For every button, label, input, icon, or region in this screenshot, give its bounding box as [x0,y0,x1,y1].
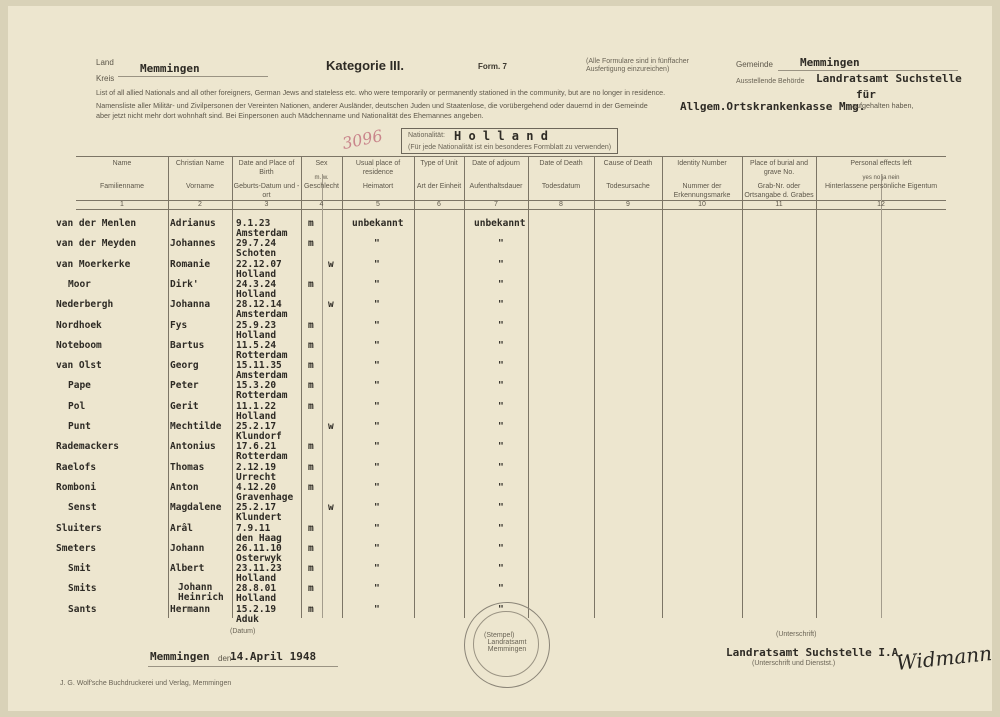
row-first-name: Bartus [170,340,205,351]
column-header-en: Usual place of residence [355,160,401,176]
behoerde-value-2: für [856,88,876,101]
intro-line-3: aber jetzt nicht mehr dort wohnhaft sind. Bei Einpersonen auch Mädchenname und Nationalität des Ehemannes angeben. [96,111,484,120]
datum-label: (Datum) [230,628,256,635]
row-first-name: Gerit [170,401,199,412]
behoerde-value-3: Allgem.Ortskrankenkasse Mmg. [680,100,866,113]
effects-subdivider [881,174,882,618]
row-birth-place: Rotterdam [236,390,288,401]
row-first-name: Johann [170,543,205,554]
row-sex: m [308,604,314,615]
column-number: 10 [698,201,706,208]
row-family-name: Punt [68,421,91,432]
row-birth-date: 28.8.01 [236,583,277,594]
row-birth-place: Klundert [236,512,282,523]
column-divider [301,156,302,618]
row-stay-duration: " [498,421,504,432]
column-header-en: Place of burial and grave No. [750,160,808,176]
row-birth-date: 2.12.19 [236,462,277,473]
handwritten-signature: Widmann [895,641,994,675]
row-first-name: Dirk' [170,279,199,290]
column-header-en: Christian Name [175,160,225,167]
row-first-name: Albert [170,563,205,574]
row-sex: m [308,238,314,249]
row-first-name: Johanna [170,299,211,310]
row-residence: " [374,238,380,249]
row-sex: m [308,441,314,452]
row-birth-place: Urrecht [236,472,277,483]
row-sex: m [308,360,314,371]
land-label: Land [96,58,114,67]
column-number: 11 [775,201,783,208]
row-sex: m [308,320,314,331]
nationality-label: Nationalität: [408,132,445,139]
row-first-name: Antonius [170,441,216,452]
row-first-name: Anton [170,482,199,493]
column-header-en: Date and Place of Birth [238,160,295,176]
row-sex: w [328,299,334,310]
row-residence: " [374,259,380,270]
row-sex: m [308,543,314,554]
row-family-name: Noteboom [56,340,102,351]
row-birth-place: Amsterdam [236,228,288,239]
row-family-name: Pape [68,380,91,391]
printer-imprint: J. G. Wolf'sche Buchdruckerei und Verlag, Memmingen [60,680,232,687]
row-birth-date: 24.3.24 [236,279,277,290]
column-number: 12 [877,201,885,208]
row-sex: m [308,218,314,229]
row-residence: " [374,604,380,615]
row-birth-place: Holland [236,289,277,300]
row-first-name: Mechtilde [170,421,222,432]
column-divider [662,156,663,618]
column-number: 2 [198,201,202,208]
behoerde-value-1: Landratsamt Suchstelle [816,72,962,85]
column-number: 5 [376,201,380,208]
row-birth-place: Klundorf [236,431,282,442]
row-residence: " [374,482,380,493]
form-title: Kategorie III. [326,58,405,73]
column-header-en: Cause of Death [603,160,653,167]
row-birth-date: 25.9.23 [236,320,277,331]
row-birth-date: 15.2.19 [236,604,277,615]
row-sex: w [328,502,334,513]
row-sex: m [308,523,314,534]
row-birth-date: 25.2.17 [236,421,277,432]
column-divider [168,156,169,618]
row-family-name: van der Meyden [56,238,137,249]
row-birth-place: Holland [236,330,277,341]
column-header-en: Name [112,160,132,167]
column-subheader: yes no ja nein [862,175,900,181]
row-residence: " [374,462,380,473]
column-header-de: Heimatort [362,183,394,190]
footer-place: Memmingen [150,650,210,663]
row-first-name: Romanie [170,259,211,270]
kreis-label: Kreis [96,74,115,83]
row-birth-date: 26.11.10 [236,543,282,554]
row-residence: " [374,279,380,290]
row-family-name: van Olst [56,360,102,371]
kreis-value: Memmingen [140,62,200,75]
row-first-name: Arâl [170,523,193,534]
column-header-de: Geburts-Datum und -ort [233,183,300,199]
row-stay-duration: " [498,441,504,452]
row-first-name: Johannes [170,238,216,249]
row-residence: " [374,340,380,351]
column-header-de: Grab-Nr. oder Ortsangabe d. Grabes [744,183,814,199]
row-family-name: Moor [68,279,91,290]
submission-note: (Alle Formulare sind in fünffacher Ausfertigung einzureichen) [586,58,689,73]
row-sex: m [308,462,314,473]
row-family-name: van der Menlen [56,218,137,229]
row-sex: m [308,279,314,290]
row-stay-duration: " [498,360,504,371]
row-birth-date: 7.9.11 [236,523,271,534]
column-number: 3 [264,201,269,208]
intro-line-2-tail: aufgehalten haben, [852,101,914,110]
row-stay-duration: " [498,502,504,513]
row-stay-duration: " [498,462,504,473]
column-header-en: Identity Number [677,160,727,167]
row-birth-place: Holland [236,573,277,584]
row-first-name: Georg [170,360,199,371]
row-sex: m [308,340,314,351]
row-family-name: Senst [68,502,97,513]
row-birth-date: 23.11.23 [236,563,282,574]
column-number: 4 [319,201,324,208]
row-residence: " [374,360,380,371]
row-family-name: Sluiters [56,523,102,534]
row-birth-date: 25.2.17 [236,502,277,513]
row-stay-duration: " [498,604,504,615]
row-birth-place: Osterwyk [236,553,282,564]
form-number: Form. 7 [478,62,507,71]
row-birth-date: 17.6.21 [236,441,277,452]
gemeinde-label: Gemeinde [736,60,773,69]
sex-subdivider [322,174,323,618]
column-header-en: Personal effects left [850,160,912,167]
column-divider [232,156,233,618]
row-residence: " [374,380,380,391]
row-sex: m [308,401,314,412]
row-birth-place: Gravenhage [236,492,294,503]
column-header-de: Todesursache [606,183,650,190]
column-number: 9 [626,201,630,208]
row-sex: w [328,259,334,270]
column-divider [742,156,743,618]
footer-den: den [218,654,232,663]
row-stay-duration: " [498,320,504,331]
stamp-text: Landratsamt Memmingen [487,639,527,653]
row-stay-duration: " [498,563,504,574]
row-family-name: Rademackers [56,441,119,452]
row-birth-date: 15.3.20 [236,380,277,391]
row-sex: m [308,380,314,391]
stempel-label: (Stempel) [484,632,515,639]
row-birth-date: 11.5.24 [236,340,277,351]
row-sex: w [328,421,334,432]
row-family-name: van Moerkerke [56,259,131,270]
authority-label: (Unterschrift und Dienstst.) [752,660,836,667]
column-divider [342,156,343,618]
row-stay-duration: " [498,380,504,391]
column-header-de: Art der Einheit [416,183,462,190]
column-header-de: Aufenthaltsdauer [469,183,523,190]
column-number: 7 [494,201,498,208]
row-residence: " [374,421,380,432]
row-family-name: Raelofs [56,462,97,473]
row-family-name: Romboni [56,482,97,493]
footer-date: 14.April 1948 [230,650,317,663]
row-residence: " [374,502,380,513]
row-stay-duration: " [498,299,504,310]
row-sex: m [308,563,314,574]
row-sex: m [308,583,314,594]
row-stay-duration: " [498,279,504,290]
row-family-name: Smits [68,583,97,594]
row-family-name: Smit [68,563,91,574]
nationality-note: (Für jede Nationalität ist ein besonderes Formblatt zu verwenden) [408,144,612,151]
nationality-value: H o l l a n d [454,129,548,143]
column-divider [594,156,595,618]
column-header-en: Sex [315,160,328,167]
row-stay-duration: " [498,543,504,554]
row-residence: " [374,563,380,574]
row-first-name: Magdalene [170,502,222,513]
column-divider [464,156,465,618]
row-stay-duration: " [498,583,504,594]
row-birth-place: Rotterdam [236,451,288,462]
row-family-name: Nordhoek [56,320,102,331]
behoerde-label: Ausstellende Behörde [736,78,805,85]
footer-authority: Landratsamt Suchstelle I.A. [726,646,905,659]
row-first-name: Johann Heinrich [178,582,224,603]
column-divider [816,156,817,618]
intro-line-2: Namensliste aller Militär- und Zivilpersonen der Vereinten Nationen, anderer Ausländer, deutschen Juden und Staatenlose, die vorübergehend oder dauernd in der Gemeinde [96,101,648,110]
column-divider [414,156,415,618]
column-header-de: Hinterlassene persönliche Eigentum [824,183,938,190]
row-birth-date: 29.7.24 [236,238,277,249]
row-family-name: Smeters [56,543,97,554]
column-header-de: Familienname [100,183,144,190]
column-divider [528,156,529,618]
row-stay-duration: " [498,482,504,493]
row-first-name: Adrianus [170,218,216,229]
row-first-name: Fys [170,320,188,331]
row-birth-date: 22.12.07 [236,259,282,270]
official-stamp [464,602,550,688]
row-birth-place: Schoten [236,248,277,259]
row-birth-place: Holland [236,269,277,280]
row-stay-duration: unbekannt [474,218,526,229]
row-stay-duration: " [498,401,504,412]
column-header-en: Date of adjourn [472,160,520,167]
row-residence: " [374,543,380,554]
row-birth-date: 15.11.35 [236,360,282,371]
row-birth-place: Amsterdam [236,309,288,320]
column-header-de: Vorname [185,183,215,190]
row-birth-date: 28.12.14 [236,299,282,310]
row-residence: " [374,401,380,412]
row-birth-place: Holland [236,593,277,604]
row-birth-place: Holland [236,411,277,422]
column-number: 6 [437,201,441,208]
row-residence: " [374,320,380,331]
row-residence: " [374,299,380,310]
column-number: 1 [120,201,124,208]
row-birth-date: 4.12.20 [236,482,277,493]
row-birth-date: 9.1.23 [236,218,271,229]
column-header-de: Nummer der Erkennungsmarke [673,183,731,199]
row-stay-duration: " [498,340,504,351]
row-family-name: Pol [68,401,86,412]
row-stay-duration: " [498,523,504,534]
row-residence: " [374,441,380,452]
row-birth-place: Aduk [236,614,259,625]
column-header-de: Todesdatum [541,183,581,190]
column-header-de: Geschlecht [303,183,340,190]
signature-label: (Unterschrift) [776,631,817,638]
row-family-name: Nederbergh [56,299,114,310]
row-first-name: Thomas [170,462,205,473]
row-birth-place: Rotterdam [236,350,288,361]
intro-line-1: List of all allied Nationals and all other foreigners, German Jews and stateless etc. who were temporarily or permanently stationed in the community, but are no longer in residence. [96,88,666,97]
row-residence: unbekannt [352,218,404,229]
row-family-name: Sants [68,604,97,615]
document-page [8,6,992,711]
row-stay-duration: " [498,259,504,270]
row-first-name: Hermann [170,604,211,615]
row-residence: " [374,583,380,594]
column-subheader: m. w. [314,175,329,181]
row-sex: m [308,482,314,493]
row-residence: " [374,523,380,534]
row-birth-place: Amsterdam [236,370,288,381]
pencil-mark: 3096 [340,125,385,154]
row-birth-place: den Haag [236,533,282,544]
gemeinde-value: Memmingen [800,56,860,69]
column-number: 8 [559,201,563,208]
column-header-en: Type of Unit [420,160,458,167]
row-stay-duration: " [498,238,504,249]
row-first-name: Peter [170,380,199,391]
column-header-en: Date of Death [539,160,583,167]
row-birth-date: 11.1.22 [236,401,277,412]
